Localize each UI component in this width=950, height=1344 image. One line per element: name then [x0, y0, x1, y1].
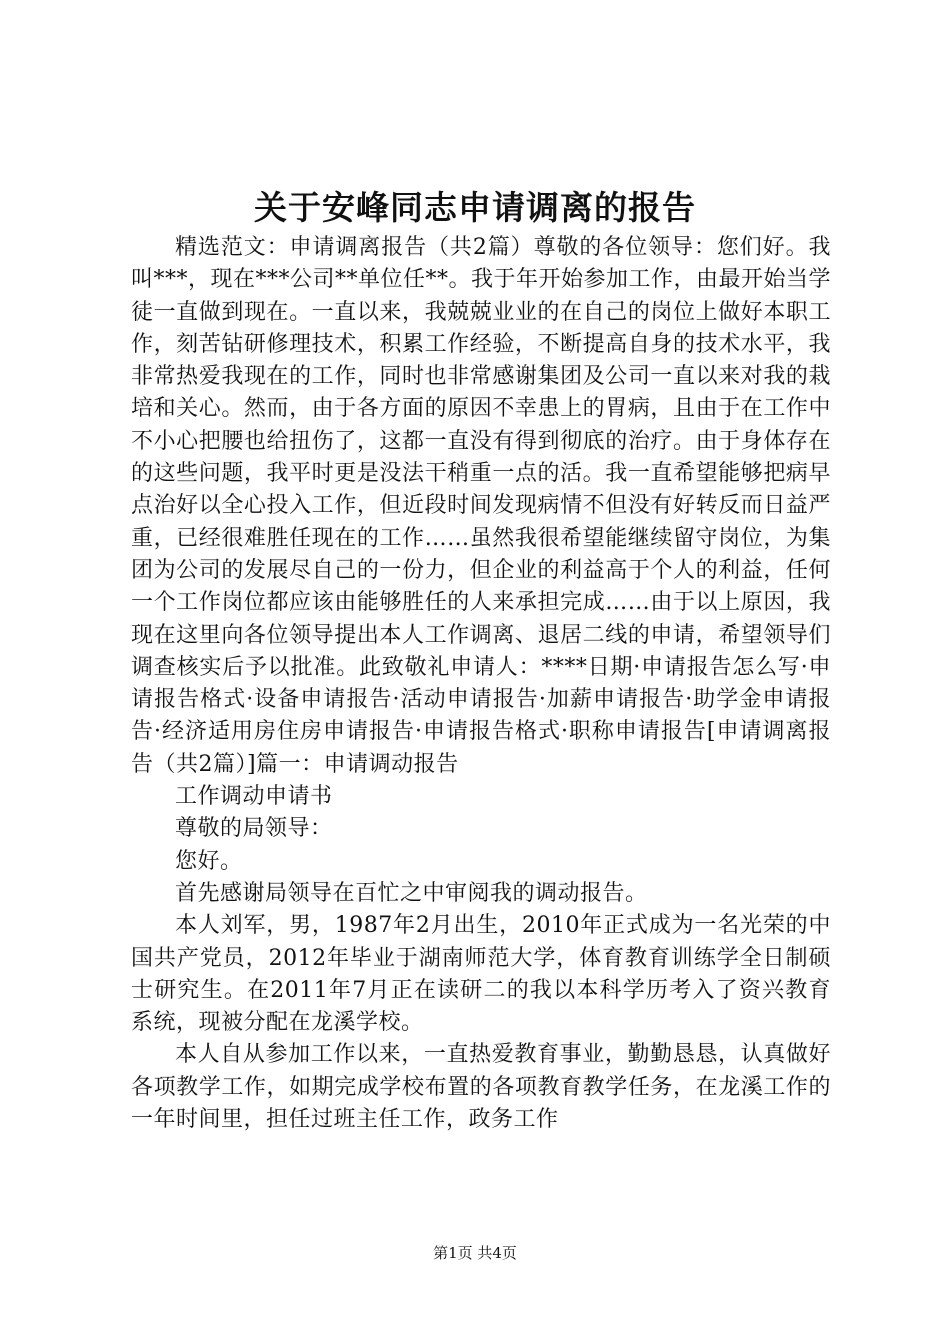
paragraph: 尊敬的局领导：: [175, 816, 333, 842]
paragraph: 工作调动申请书: [175, 784, 333, 810]
document-title: 关于安峰同志申请调离的报告: [254, 188, 696, 227]
document-body: [131, 232, 831, 1136]
paragraph: 精选范文：申请调离报告（共2篇）尊敬的各位领导：您们好。我叫***，现在***公司**单位任**。我于年开始参加工作，由最开始当学徒一直做到现在。一直以来，我兢兢业业的在自己的岗位上做好本职工作，刻苦钻研修理技术，积累工作经验，不断提高自身的技术水平，我非常热爱我现在的工作，同时也非常感谢集团及公司一直以来对我的栽培和关心。然而，由于各方面的原因不幸患上的胃病，且由于在工作中不小心把腰也给扭伤了，这都一直没有得到彻底的治疗。由于身体存在的这些问题，我平时更是没法干稍重一点的活。我一直希望能够把病早点治好以全心投入工作，但近段时间发现病情不但没有好转反而日益严重，已经很难胜任现在的工作……虽然我很希望能继续留守岗位，为集团为公司的发展尽自己的一份力，但企业的利益高于个人的利益，任何一个工作岗位都应该由能够胜任的人来承担完成……由于以上原因，我现在这里向各位领导提出本人工作调离、退居二线的申请，希望领导们调查核实后予以批准。此致敬礼申请人：****日期·申请报告怎么写·申请报告格式·设备申请报告·活动申请报告·加薪申请报告·助学金申请报告·经济适用房住房申请报告·申请报告格式·职称申请报告[申请调离报告（共2篇）]篇一：申请调动报告: [131, 235, 832, 777]
paragraph: 本人自从参加工作以来，一直热爱教育事业，勤勤恳恳，认真做好各项教学工作，如期完成学校布置的各项教育教学任务，在龙溪工作的一年时间里，担任过班主任工作，政务工作: [131, 1042, 831, 1133]
page-footer: 第1页 共4页: [433, 1244, 517, 1262]
paragraph: 您好。: [175, 848, 243, 874]
paragraph: 首先感谢局领导在百忙之中审阅我的调动报告。: [175, 880, 648, 906]
paragraph: 本人刘军，男，1987年2月出生，2010年正式成为一名光荣的中国共产党员，2012年毕业于湖南师范大学，体育教育训练学全日制硕士研究生。在2011年7月正在读研二的我以本科学历考入了资兴教育系统，现被分配在龙溪学校。: [131, 913, 831, 1036]
